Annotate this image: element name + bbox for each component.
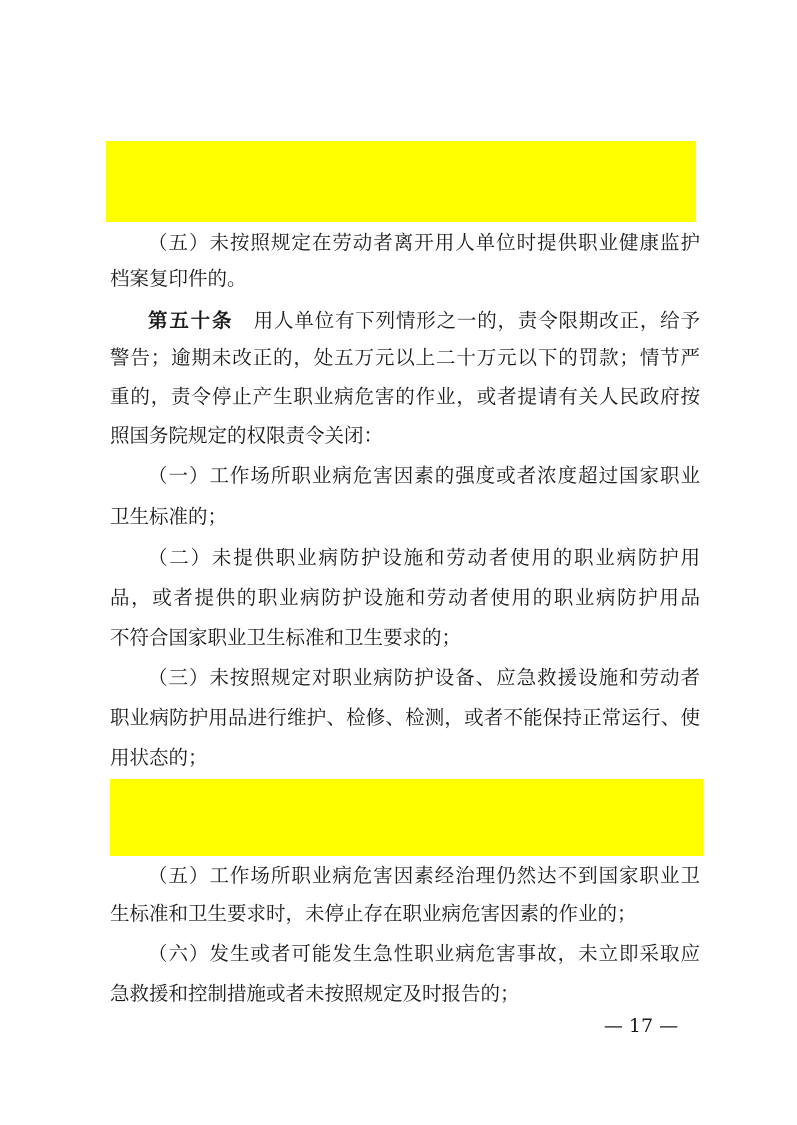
text-line: （五）工作场所职业病危害因素经治理仍然达不到国家职业卫 (148, 864, 700, 887)
text-line: 不符合国家职业卫生标准和卫生要求的； (110, 626, 462, 649)
text-line: 重的，责令停止产生职业病危害的作业，或者提请有关人民政府按 (110, 385, 700, 408)
text-line: （二）未提供职业病防护设施和劳动者使用的职业病防护用 (148, 546, 700, 569)
text-line: （三）未按照规定对职业病防护设备、应急救援设施和劳动者 (148, 666, 700, 689)
text-line: 急救援和控制措施或者未按照规定及时报告的； (110, 982, 520, 1005)
article-number: 第五十条 (148, 309, 234, 332)
text-line: 档案复印件的。 (110, 267, 247, 290)
text-line: 卫生标准的； (110, 505, 228, 528)
redaction-block (106, 141, 696, 222)
article-text: 用人单位有下列情形之一的，责令限期改正，给予 (253, 309, 700, 332)
text-line: 生标准和卫生要求时，未停止存在职业病危害因素的作业的； (110, 902, 637, 925)
text-line: 职业病防护用品进行维护、检修、检测，或者不能保持正常运行、使 (110, 706, 700, 729)
text-line: （六）发生或者可能发生急性职业病危害事故，未立即采取应 (148, 942, 700, 965)
text-line: 照国务院规定的权限责令关闭： (110, 424, 384, 447)
page-number: — 17 — (603, 1015, 679, 1037)
article-heading-line (148, 303, 700, 339)
text-line: （一）工作场所职业病危害因素的强度或者浓度超过国家职业 (148, 464, 700, 487)
redaction-block (110, 779, 703, 856)
text-line: 警告；逾期未改正的，处五万元以上二十万元以下的罚款；情节严 (110, 346, 700, 369)
text-line: （五）未按照规定在劳动者离开用人单位时提供职业健康监护 (148, 231, 700, 254)
text-line: 品，或者提供的职业病防护设施和劳动者使用的职业病防护用品 (110, 586, 700, 609)
text-line: 用状态的； (110, 746, 208, 769)
